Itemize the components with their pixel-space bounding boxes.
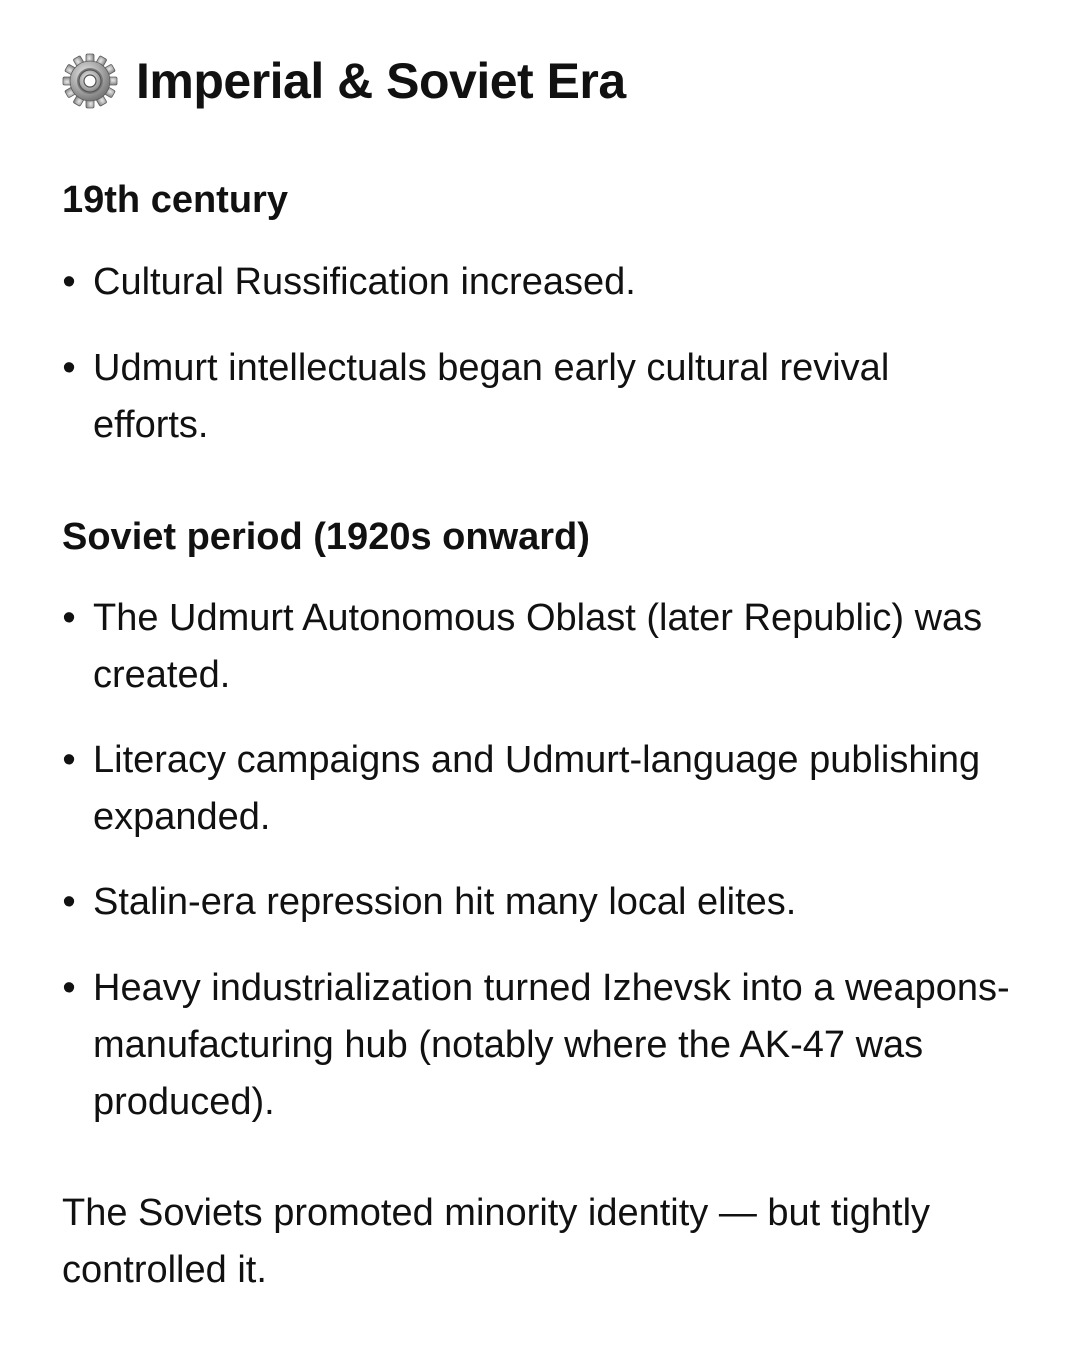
- list-item: [62, 960, 1012, 1131]
- bullet-marker: •: [62, 739, 76, 781]
- gear-icon: [62, 53, 118, 109]
- closing-paragraph: The Soviets promoted minority identity — but tightly controlled it.: [62, 1192, 931, 1291]
- bullet-marker: •: [62, 967, 76, 1009]
- bullet-marker: •: [62, 597, 76, 639]
- bullet-marker: •: [62, 347, 76, 389]
- list-item-text: Heavy industrialization turned Izhevsk into a weapons-manufacturing hub (notably where the AK-47 was produced).: [93, 967, 1010, 1123]
- list-item: [62, 732, 1012, 846]
- page-title-row: [62, 50, 626, 112]
- section-heading-19th-century: 19th century: [62, 179, 288, 221]
- list-item-text: The Udmurt Autonomous Oblast (later Republic) was created.: [93, 597, 983, 696]
- list-item-text: Udmurt intellectuals began early cultural revival efforts.: [93, 347, 890, 446]
- page-title: Imperial & Soviet Era: [136, 53, 626, 109]
- list-item: [62, 254, 1012, 311]
- list-item-text: Stalin-era repression hit many local elites.: [93, 881, 797, 923]
- list-item-text: Literacy campaigns and Udmurt-language publishing expanded.: [93, 739, 981, 838]
- section-heading-soviet-period: Soviet period (1920s onward): [62, 516, 590, 558]
- list-item: [62, 590, 1012, 704]
- list-item-text: Cultural Russification increased.: [93, 261, 636, 303]
- list-item: [62, 340, 1012, 454]
- list-item: [62, 874, 1012, 931]
- bullet-marker: •: [62, 881, 76, 923]
- bullet-marker: •: [62, 261, 76, 303]
